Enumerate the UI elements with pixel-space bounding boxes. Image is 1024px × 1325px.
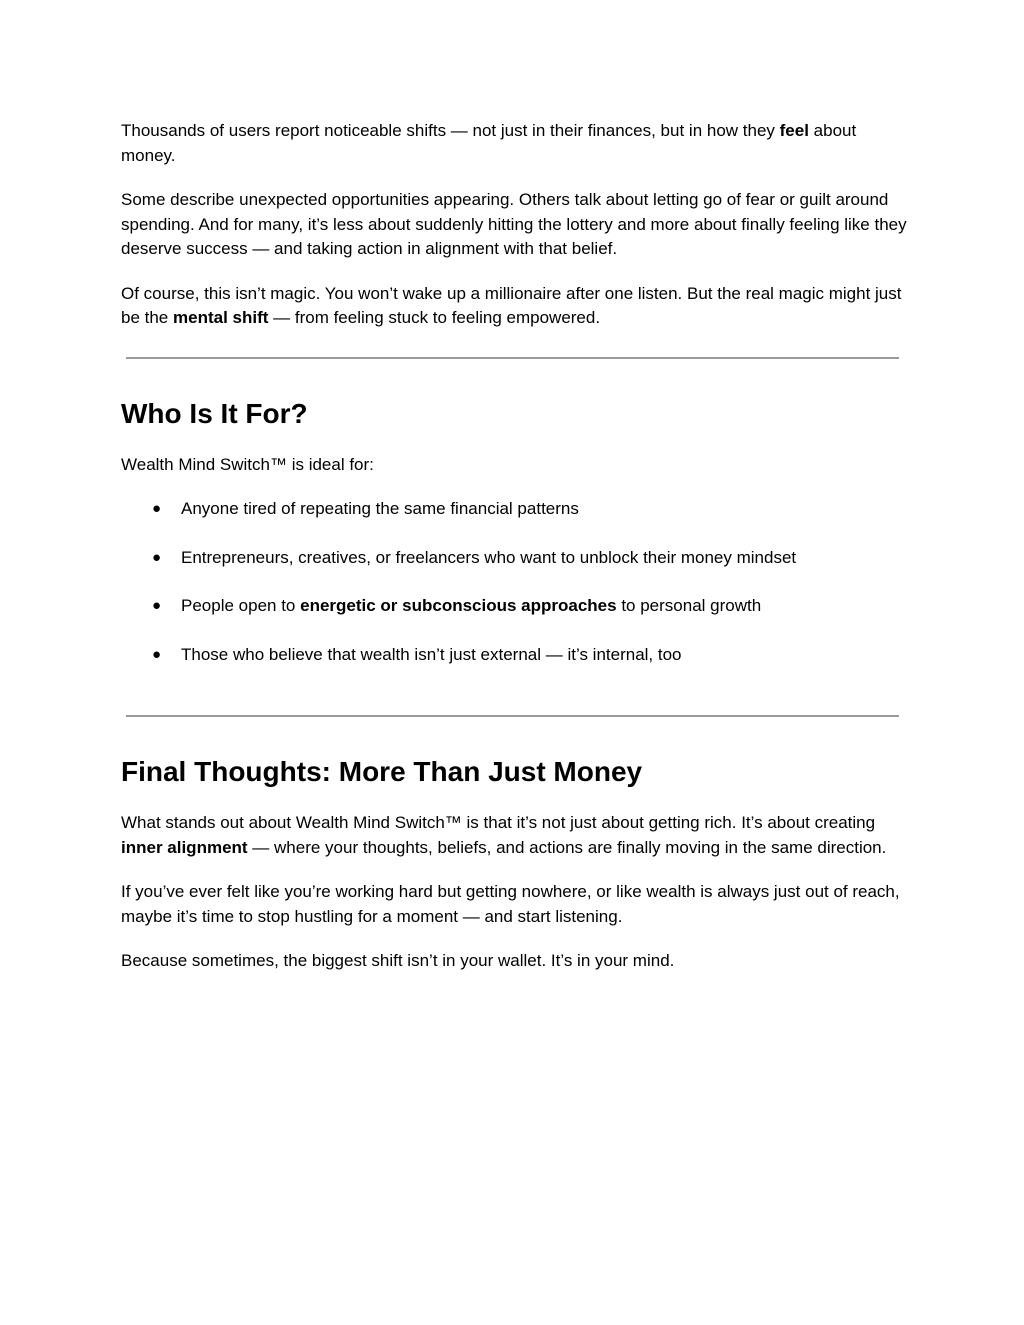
intro-paragraph-2: Some describe unexpected opportunities appearing. Others talk about letting go of fear or guilt around spending. And for many, it’s less about suddenly hitting the lottery and more about finally feeling like they deserve success — and taking action in alignment with that belief. [121,190,907,258]
bullet-icon: ● [152,645,162,663]
document-page [121,119,911,994]
intro-p3-text-a: Of course, this isn’t magic. You won’t wake up a millionaire after one listen. But the real magic might just be the [121,283,902,327]
list-item-text-a: People open to [181,596,301,615]
bullet-icon: ● [152,597,162,614]
list-item-text: Entrepreneurs, creatives, or freelancers who want to unblock their money mindset [181,547,797,567]
intro-paragraph-3 [121,282,911,331]
section-divider [126,715,899,717]
final-paragraph-2: If you’ve ever felt like you’re working hard but getting nowhere, or like wealth is always just out of reach, maybe it’s time to stop hustling for a moment — and start listening. [121,882,900,926]
list-item-text: Anyone tired of repeating the same financial patterns [181,499,579,518]
intro-p1-bold: feel [779,121,809,140]
list-item [121,594,911,619]
section-divider [126,357,899,359]
who-bullet-list [121,497,911,667]
final-p1-text-b: — where your thoughts, beliefs, and actions are finally moving in the same direction. [247,837,887,857]
section-heading-who: Who Is It For? [121,397,308,429]
final-p1-bold: inner alignment [121,837,248,857]
intro-p3-text-b: — from feeling stuck to feeling empowered. [268,308,601,327]
list-item [121,546,911,571]
intro-p1-text-a: Thousands of users report noticeable shifts — not just in their finances, but in how they [121,121,780,140]
list-item [121,497,911,522]
who-lead-text: Wealth Mind Switch™ is ideal for: [121,454,374,474]
list-item-bold: energetic or subconscious approaches [300,596,617,615]
bullet-icon: ● [152,500,162,517]
section-heading-final: Final Thoughts: More Than Just Money [121,756,643,787]
bullet-icon: ● [152,548,162,566]
list-item [121,643,911,668]
intro-p3-bold: mental shift [173,308,269,327]
final-p1-text-a: What stands out about Wealth Mind Switch™ is that it’s not just about getting rich. It’s about creating [121,813,876,832]
final-paragraph-3: Because sometimes, the biggest shift isn’t in your wallet. It’s in your mind. [121,951,675,970]
intro-p1-text-b: about money. [121,121,857,165]
list-item-text-b: to personal growth [616,596,762,615]
final-paragraph-1 [121,811,911,860]
intro-paragraph-1 [121,119,911,168]
list-item-text: Those who believe that wealth isn’t just external — it’s internal, too [181,644,682,664]
